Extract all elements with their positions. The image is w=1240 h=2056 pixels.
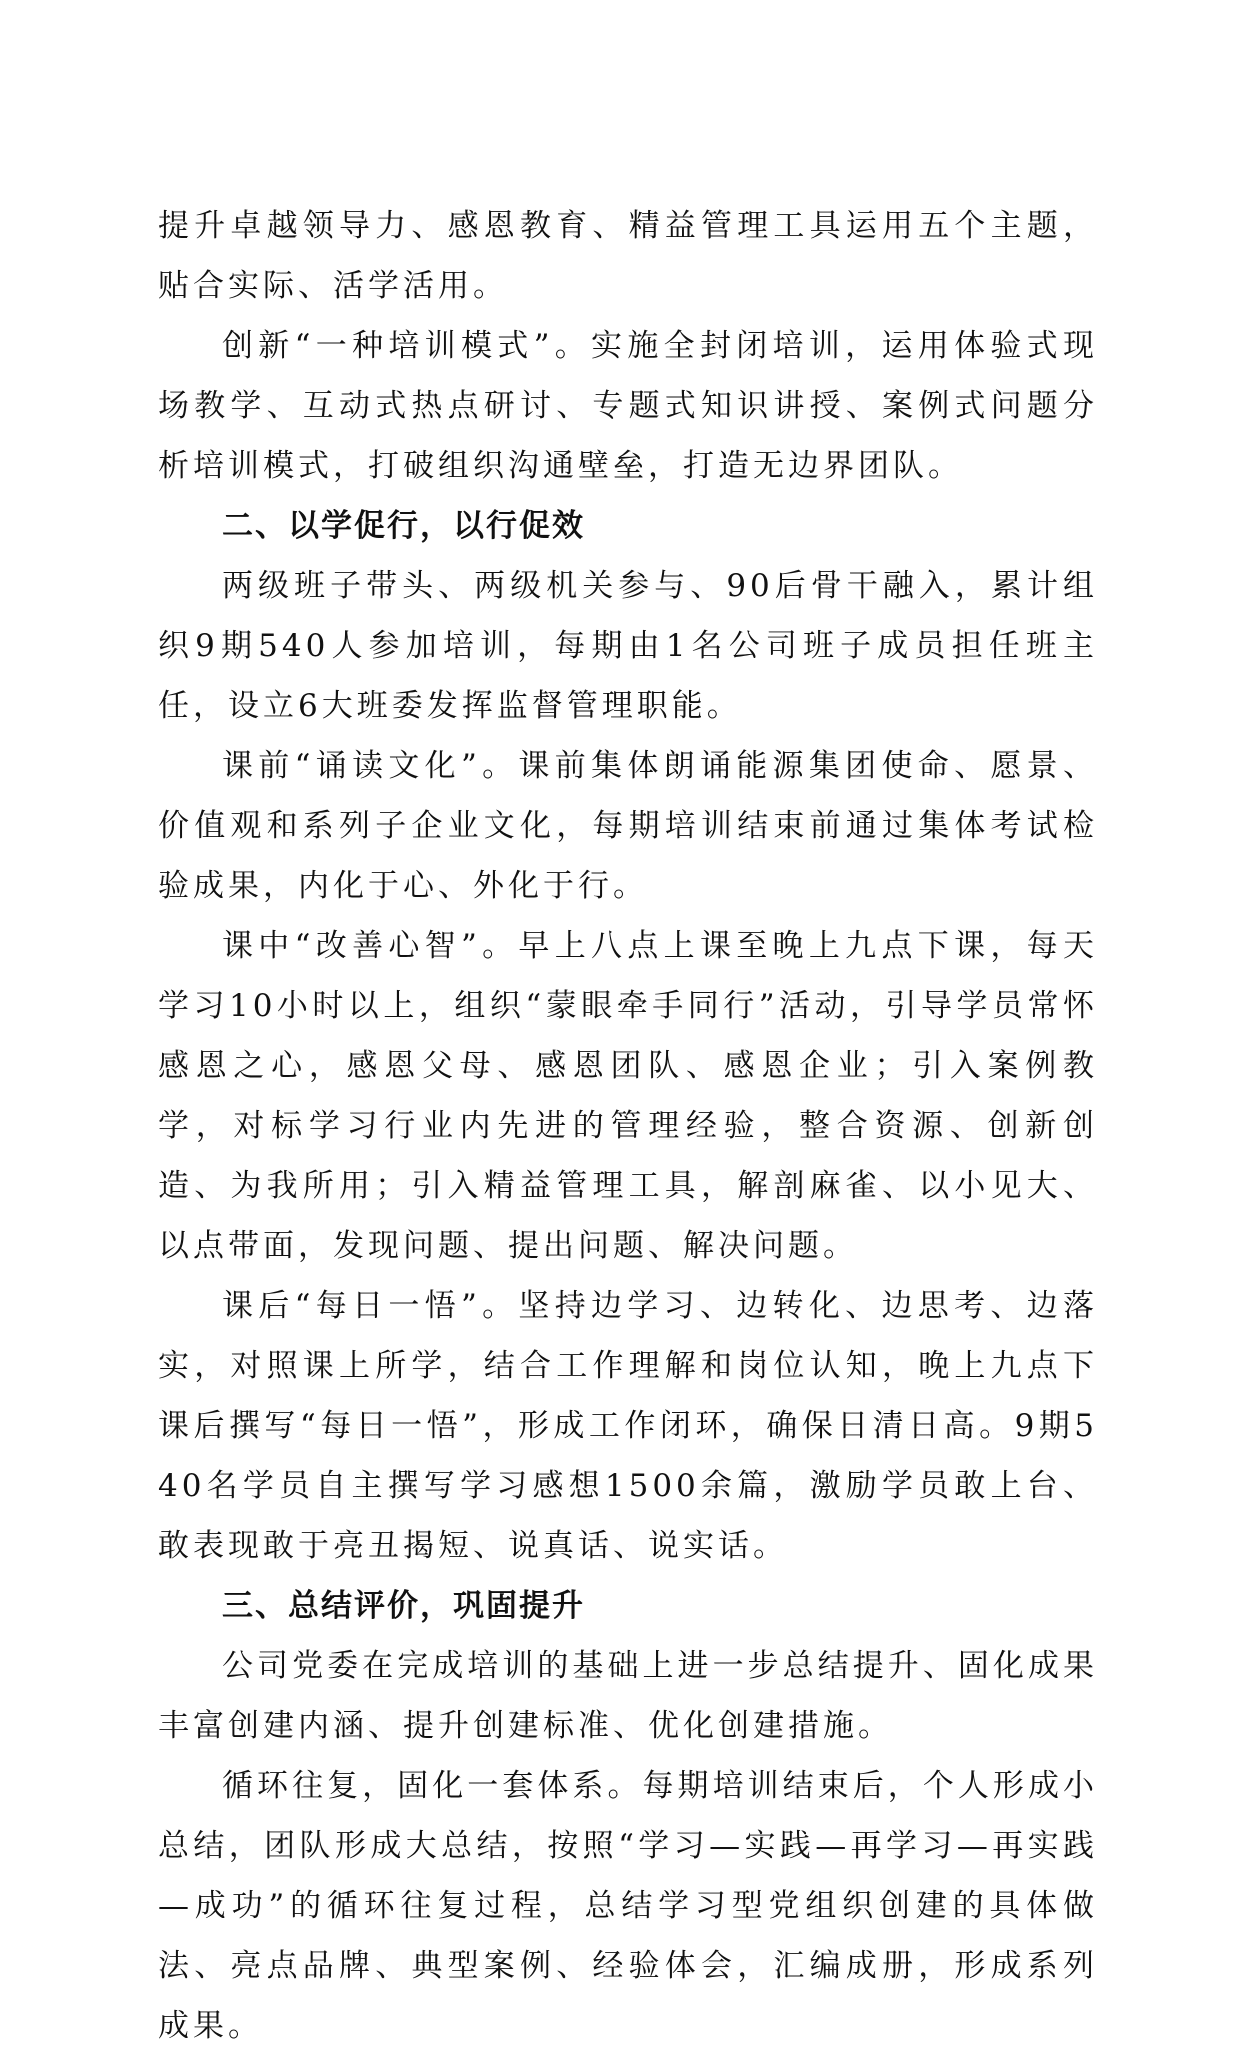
- paragraph-during-class: 课中“改善心智”。早上八点上课至晚上九点下课，每天学习10小时以上，组织“蒙眼牵手同行”活动，引导学员常怀感恩之心，感恩父母、感恩团队、感恩企业；引入案例教学，对标学习行业内先进的管理经验，整合资源、创新创造、为我所用；引入精益管理工具，解剖麻雀、以小见大、以点带面，发现问题、提出问题、解决问题。: [158, 928, 1098, 1264]
- section-heading-3: 三、总结评价，巩固提升: [222, 1588, 585, 1624]
- paragraph-themes-continued: 提升卓越领导力、感恩教育、精益管理工具运用五个主题，贴合实际、活学活用。: [158, 208, 1098, 304]
- paragraph-training-mode: 创新“一种培训模式”。实施全封闭培训，运用体验式现场教学、互动式热点研讨、专题式知识讲授、案例式问题分析培训模式，打破组织沟通壁垒，打造无边界团队。: [158, 328, 1098, 484]
- paragraph-cycle-system: 循环往复，固化一套体系。每期培训结束后，个人形成小总结，团队形成大总结，按照“学习—实践—再学习—再实践—成功”的循环往复过程，总结学习型党组织创建的具体做法、亮点品牌、典型案例、经验体会，汇编成册，形成系列成果。: [158, 1768, 1098, 2044]
- document-page: [158, 196, 1098, 2056]
- paragraph-party-committee: 公司党委在完成培训的基础上进一步总结提升、固化成果丰富创建内涵、提升创建标准、优化创建措施。: [158, 1648, 1098, 1744]
- paragraph-after-class: 课后“每日一悟”。坚持边学习、边转化、边思考、边落实，对照课上所学，结合工作理解和岗位认知，晚上九点下课后撰写“每日一悟”，形成工作闭环，确保日清日高。9期540名学员自主撰写学习感想1500余篇，激励学员敢上台、敢表现敢于亮丑揭短、说真话、说实话。: [158, 1288, 1098, 1564]
- paragraph-participation: 两级班子带头、两级机关参与、90后骨干融入，累计组织9期540人参加培训，每期由1名公司班子成员担任班主任，设立6大班委发挥监督管理职能。: [158, 568, 1098, 724]
- paragraph-before-class: 课前“诵读文化”。课前集体朗诵能源集团使命、愿景、价值观和系列子企业文化，每期培训结束前通过集体考试检验成果，内化于心、外化于行。: [158, 748, 1098, 904]
- section-heading-2: 二、以学促行，以行促效: [222, 508, 585, 544]
